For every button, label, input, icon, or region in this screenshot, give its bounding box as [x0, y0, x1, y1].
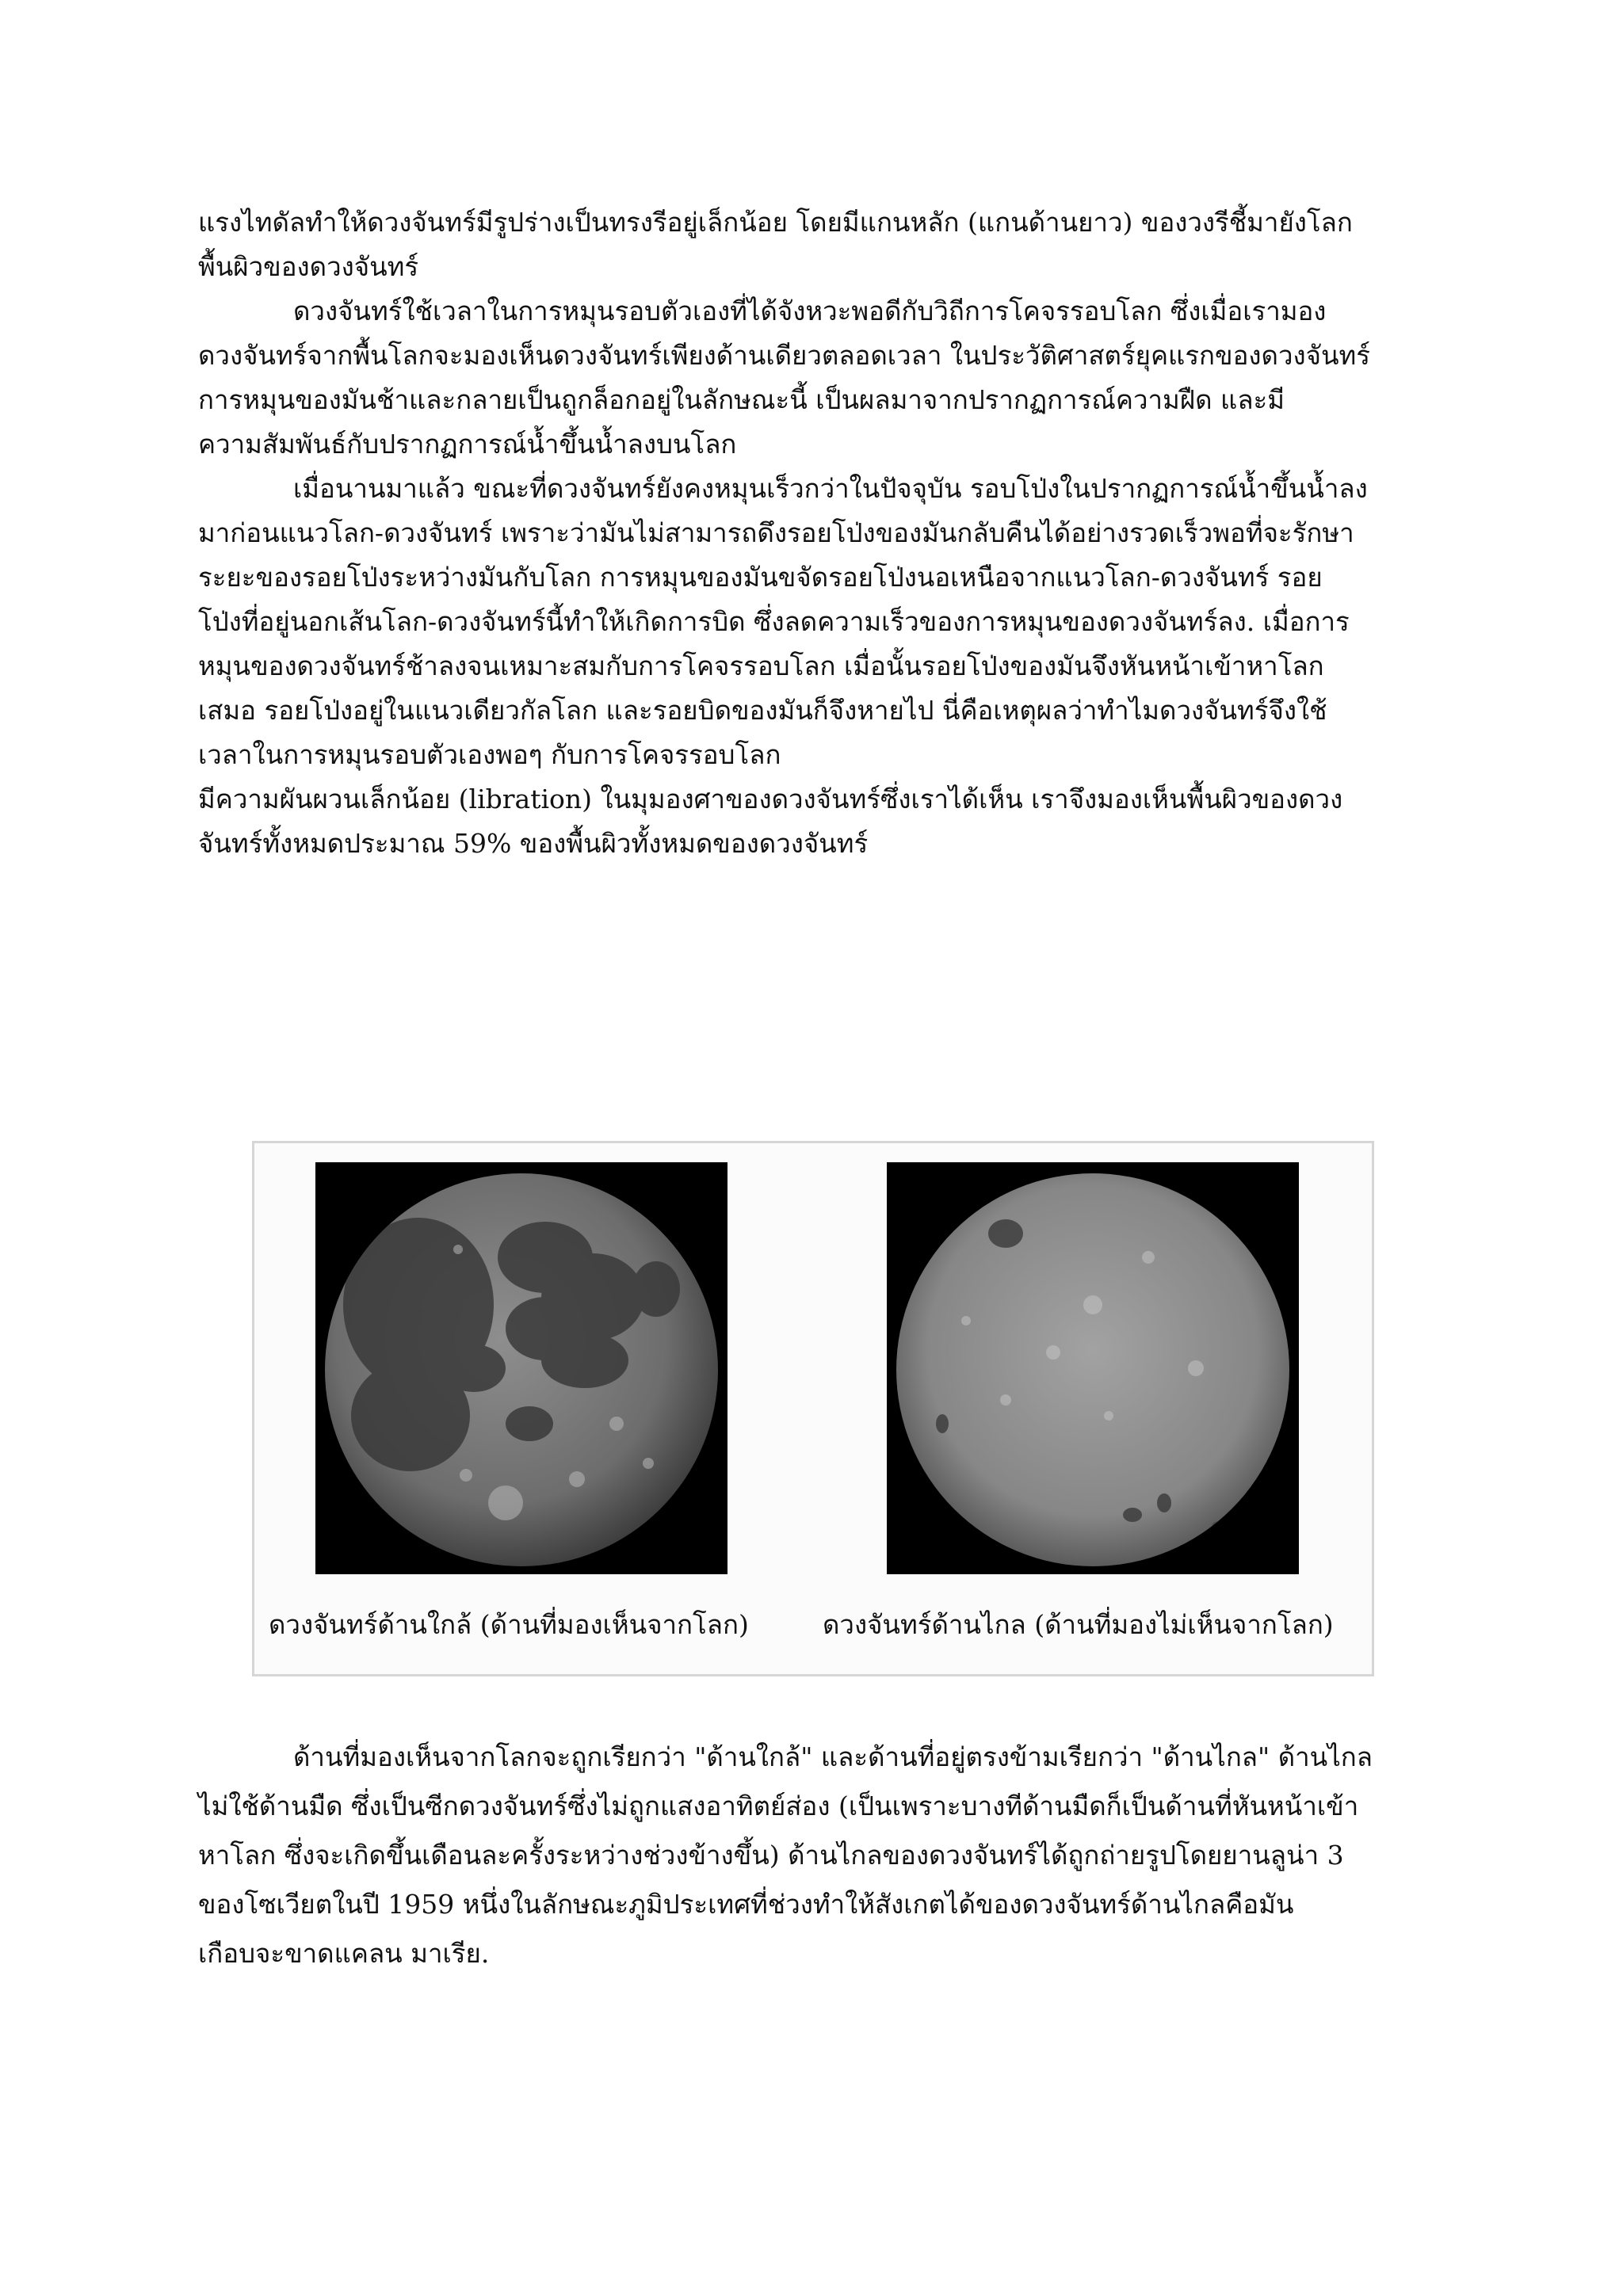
text-line: ดวงจันทร์จากพื้นโลกจะมองเห็นดวงจันทร์เพียงด้านเดียวตลอดเวลา ในประวัติศาสตร์ยุคแรกของดวงจันทร์	[198, 340, 1370, 371]
text-line: ของโซเวียตในปี 1959 หนึ่งในลักษณะภูมิประเทศที่ช่วงทำให้สังเกตได้ของดวงจันทร์ด้านไกลคือมัน	[198, 1889, 1294, 1920]
text-block-top	[198, 200, 1434, 866]
text-line: เกือบจะขาดแคลน มาเรีย.	[198, 1938, 490, 1969]
text-line: โป่งที่อยู่นอกเส้นโลก-ดวงจันทร์นี้ทำให้เกิดการบิด ซึ่งลดความเร็วของการหมุนของดวงจันทร์ลง. เมื่อการ	[198, 606, 1350, 637]
section-heading: พื้นผิวของดวงจันทร์	[198, 251, 419, 282]
text-line: ระยะของรอยโป่งระหว่างมันกับโลก การหมุนของมันขจัดรอยโป่งนอเหนือจากแนวโลก-ดวงจันทร์ รอย	[198, 562, 1323, 593]
text-line: ด้านที่มองเห็นจากโลกจะถูกเรียกว่า "ด้านใกล้" และด้านที่อยู่ตรงข้ามเรียกว่า "ด้านไกล" ด้านไกล	[293, 1741, 1373, 1772]
text-line: เมื่อนานมาแล้ว ขณะที่ดวงจันทร์ยังคงหมุนเร็วกว่าในปัจจุบัน รอบโป่งในปรากฏการณ์น้ำขึ้นน้ำลง	[293, 473, 1368, 504]
text-line: ความสัมพันธ์กับปรากฏการณ์น้ำขึ้นน้ำลงบนโลก	[198, 429, 737, 460]
far-side-moon-image	[887, 1162, 1299, 1574]
text-line: ไม่ใช้ด้านมืด ซึ่งเป็นซีกดวงจันทร์ซึ่งไม่ถูกแสงอาทิตย์ส่อง (เป็นเพราะบางทีด้านมืดก็เป็นด้านที่หันหน้าเข้า	[198, 1791, 1359, 1821]
text-line: แรงไทดัลทำให้ดวงจันทร์มีรูปร่างเป็นทรงรีอยู่เล็กน้อย โดยมีแกนหลัก (แกนด้านยาว) ของวงรีชี้มายังโลก	[198, 207, 1353, 238]
text-block-bottom	[198, 1733, 1434, 1978]
near-side-moon-graphic	[315, 1162, 727, 1574]
far-side-caption: ดวงจันทร์ด้านไกล (ด้านที่มองไม่เห็นจากโลก)	[823, 1609, 1334, 1640]
text-line: เวลาในการหมุนรอบตัวเองพอๆ กับการโคจรรอบโลก	[198, 739, 781, 770]
text-line: จันทร์ทั้งหมดประมาณ 59% ของพื้นผิวทั้งหมดของดวงจันทร์	[198, 828, 869, 859]
text-line: ดวงจันทร์ใช้เวลาในการหมุนรอบตัวเองที่ได้จังหวะพอดีกับวิถีการโคจรรอบโลก ซึ่งเมื่อเรามอง	[293, 296, 1327, 326]
text-line: เสมอ รอยโป่งอยู่ในแนวเดียวกัลโลก และรอยบิดของมันก็จึงหายไป นี่คือเหตุผลว่าทำไมดวงจันทร์จึงใช้	[198, 695, 1327, 726]
moon-figure	[252, 1141, 1374, 1676]
text-line: มีความผันผวนเล็กน้อย (libration) ในมุมองศาของดวงจันทร์ซึ่งเราได้เห็น เราจึงมองเห็นพื้นผิวของดวง	[198, 784, 1343, 814]
near-side-moon-image	[315, 1162, 727, 1574]
far-side-moon-graphic	[887, 1162, 1299, 1574]
near-side-caption: ดวงจันทร์ด้านใกล้ (ด้านที่มองเห็นจากโลก)	[269, 1609, 749, 1640]
text-line: มาก่อนแนวโลก-ดวงจันทร์ เพราะว่ามันไม่สามารถดึงรอยโป่งของมันกลับคืนได้อย่างรวดเร็วพอที่จะรักษา	[198, 517, 1354, 548]
text-line: หมุนของดวงจันทร์ช้าลงจนเหมาะสมกับการโคจรรอบโลก เมื่อนั้นรอยโป่งของมันจึงหันหน้าเข้าหาโลก	[198, 650, 1324, 681]
text-line: การหมุนของมันช้าและกลายเป็นถูกล็อกอยู่ในลักษณะนี้ เป็นผลมาจากปรากฏการณ์ความฝืด และมี	[198, 384, 1285, 415]
text-line: หาโลก ซึ่งจะเกิดขึ้นเดือนละครั้งระหว่างช่วงข้างขึ้น) ด้านไกลของดวงจันทร์ได้ถูกถ่ายรูปโดยยานลูน่า 3	[198, 1840, 1344, 1871]
